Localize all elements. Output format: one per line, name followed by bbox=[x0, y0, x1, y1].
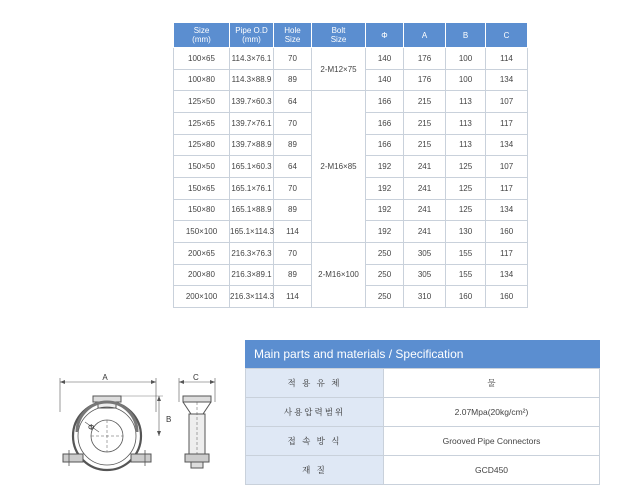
spec-row bbox=[246, 456, 600, 485]
front-view bbox=[60, 378, 163, 470]
spec-table-body bbox=[246, 369, 600, 485]
cell-hole-size: 89 bbox=[274, 134, 312, 156]
spec-panel bbox=[245, 340, 600, 485]
cell-c: 134 bbox=[486, 69, 528, 91]
cell-b: 113 bbox=[446, 134, 486, 156]
cell-b: 100 bbox=[446, 48, 486, 70]
cell-hole-size: 70 bbox=[274, 48, 312, 70]
cell-b: 125 bbox=[446, 199, 486, 221]
cell-a: 215 bbox=[404, 112, 446, 134]
header-hole-size: Hole Size bbox=[274, 23, 312, 48]
cell-c: 107 bbox=[486, 156, 528, 178]
cell-size: 200×80 bbox=[174, 264, 230, 286]
spec-value: Grooved Pipe Connectors bbox=[384, 427, 600, 456]
cell-b: 100 bbox=[446, 69, 486, 91]
cell-phi: 140 bbox=[366, 48, 404, 70]
cell-hole-size: 70 bbox=[274, 242, 312, 264]
header-a: A bbox=[404, 23, 446, 48]
cell-a: 176 bbox=[404, 48, 446, 70]
cell-phi: 140 bbox=[366, 69, 404, 91]
spec-label: 재 질 bbox=[246, 456, 384, 485]
size-table bbox=[173, 22, 528, 308]
cell-size: 200×65 bbox=[174, 242, 230, 264]
cell-phi: 192 bbox=[366, 221, 404, 243]
cell-hole-size: 114 bbox=[274, 286, 312, 308]
label-phi: Φ bbox=[88, 423, 95, 432]
cell-a: 241 bbox=[404, 199, 446, 221]
cell-c: 160 bbox=[486, 221, 528, 243]
cell-b: 155 bbox=[446, 264, 486, 286]
cell-a: 310 bbox=[404, 286, 446, 308]
size-table-row bbox=[174, 91, 528, 113]
cell-pipe-od: 165.1×88.9 bbox=[230, 199, 274, 221]
cell-c: 117 bbox=[486, 242, 528, 264]
cell-pipe-od: 216.3×114.3 bbox=[230, 286, 274, 308]
cell-pipe-od: 165.1×76.1 bbox=[230, 177, 274, 199]
cell-hole-size: 64 bbox=[274, 156, 312, 178]
spec-value: GCD450 bbox=[384, 456, 600, 485]
header-size: Size (mm) bbox=[174, 23, 230, 48]
spec-row bbox=[246, 369, 600, 398]
cell-a: 241 bbox=[404, 156, 446, 178]
cell-b: 125 bbox=[446, 177, 486, 199]
cell-b: 155 bbox=[446, 242, 486, 264]
cell-pipe-od: 216.3×89.1 bbox=[230, 264, 274, 286]
cell-phi: 166 bbox=[366, 112, 404, 134]
cell-hole-size: 70 bbox=[274, 112, 312, 134]
cell-phi: 192 bbox=[366, 199, 404, 221]
cell-b: 130 bbox=[446, 221, 486, 243]
cell-c: 134 bbox=[486, 134, 528, 156]
cell-bolt-size: 2-M16×85 bbox=[312, 91, 366, 243]
cell-phi: 250 bbox=[366, 286, 404, 308]
cell-size: 125×65 bbox=[174, 112, 230, 134]
size-table-header-row bbox=[174, 23, 528, 48]
cell-hole-size: 114 bbox=[274, 221, 312, 243]
cell-hole-size: 89 bbox=[274, 69, 312, 91]
cell-pipe-od: 139.7×60.3 bbox=[230, 91, 274, 113]
cell-size: 100×65 bbox=[174, 48, 230, 70]
cell-a: 305 bbox=[404, 242, 446, 264]
cell-b: 125 bbox=[446, 156, 486, 178]
label-a: A bbox=[102, 373, 108, 382]
cell-c: 134 bbox=[486, 264, 528, 286]
header-c: C bbox=[486, 23, 528, 48]
cell-hole-size: 64 bbox=[274, 91, 312, 113]
cell-phi: 192 bbox=[366, 177, 404, 199]
cell-size: 150×80 bbox=[174, 199, 230, 221]
cell-pipe-od: 114.3×88.9 bbox=[230, 69, 274, 91]
spec-label: 접 속 방 식 bbox=[246, 427, 384, 456]
cell-phi: 250 bbox=[366, 264, 404, 286]
cell-pipe-od: 216.3×76.3 bbox=[230, 242, 274, 264]
spec-row bbox=[246, 427, 600, 456]
cell-size: 125×80 bbox=[174, 134, 230, 156]
header-bolt-size: Bolt Size bbox=[312, 23, 366, 48]
cell-phi: 192 bbox=[366, 156, 404, 178]
spec-title: Main parts and materials / Specification bbox=[245, 340, 600, 368]
cell-phi: 166 bbox=[366, 91, 404, 113]
cell-pipe-od: 165.1×60.3 bbox=[230, 156, 274, 178]
label-b: B bbox=[166, 415, 172, 424]
cell-b: 160 bbox=[446, 286, 486, 308]
cell-a: 305 bbox=[404, 264, 446, 286]
cell-c: 160 bbox=[486, 286, 528, 308]
cell-b: 113 bbox=[446, 112, 486, 134]
cell-size: 150×100 bbox=[174, 221, 230, 243]
header-pipe-od: Pipe O.D (mm) bbox=[230, 23, 274, 48]
cell-a: 215 bbox=[404, 91, 446, 113]
cell-a: 241 bbox=[404, 221, 446, 243]
cell-size: 150×50 bbox=[174, 156, 230, 178]
cell-c: 117 bbox=[486, 177, 528, 199]
cell-a: 241 bbox=[404, 177, 446, 199]
cell-size: 100×80 bbox=[174, 69, 230, 91]
cell-size: 125×50 bbox=[174, 91, 230, 113]
cell-hole-size: 89 bbox=[274, 264, 312, 286]
cell-pipe-od: 139.7×88.9 bbox=[230, 134, 274, 156]
cell-pipe-od: 114.3×76.1 bbox=[230, 48, 274, 70]
cell-hole-size: 70 bbox=[274, 177, 312, 199]
spec-label: 사용압력범위 bbox=[246, 398, 384, 427]
cell-c: 114 bbox=[486, 48, 528, 70]
size-table-body bbox=[174, 48, 528, 308]
label-c: C bbox=[193, 373, 199, 382]
cell-a: 215 bbox=[404, 134, 446, 156]
cell-size: 200×100 bbox=[174, 286, 230, 308]
spec-value: 물 bbox=[384, 369, 600, 398]
cell-b: 113 bbox=[446, 91, 486, 113]
cell-pipe-od: 139.7×76.1 bbox=[230, 112, 274, 134]
cell-a: 176 bbox=[404, 69, 446, 91]
cell-phi: 250 bbox=[366, 242, 404, 264]
clamp-drawing bbox=[55, 372, 240, 487]
cell-pipe-od: 165.1×114.3 bbox=[230, 221, 274, 243]
cell-phi: 166 bbox=[366, 134, 404, 156]
cell-bolt-size: 2-M16×100 bbox=[312, 242, 366, 307]
cell-hole-size: 89 bbox=[274, 199, 312, 221]
cell-c: 134 bbox=[486, 199, 528, 221]
size-table-row bbox=[174, 48, 528, 70]
spec-label: 적 용 유 체 bbox=[246, 369, 384, 398]
spec-value: 2.07Mpa(20kg/cm²) bbox=[384, 398, 600, 427]
size-table-row bbox=[174, 242, 528, 264]
side-view bbox=[179, 378, 215, 468]
spec-row bbox=[246, 398, 600, 427]
cell-c: 107 bbox=[486, 91, 528, 113]
spec-table bbox=[245, 368, 600, 485]
header-phi: Φ bbox=[366, 23, 404, 48]
cell-bolt-size: 2-M12×75 bbox=[312, 48, 366, 91]
cell-c: 117 bbox=[486, 112, 528, 134]
cell-size: 150×65 bbox=[174, 177, 230, 199]
header-b: B bbox=[446, 23, 486, 48]
